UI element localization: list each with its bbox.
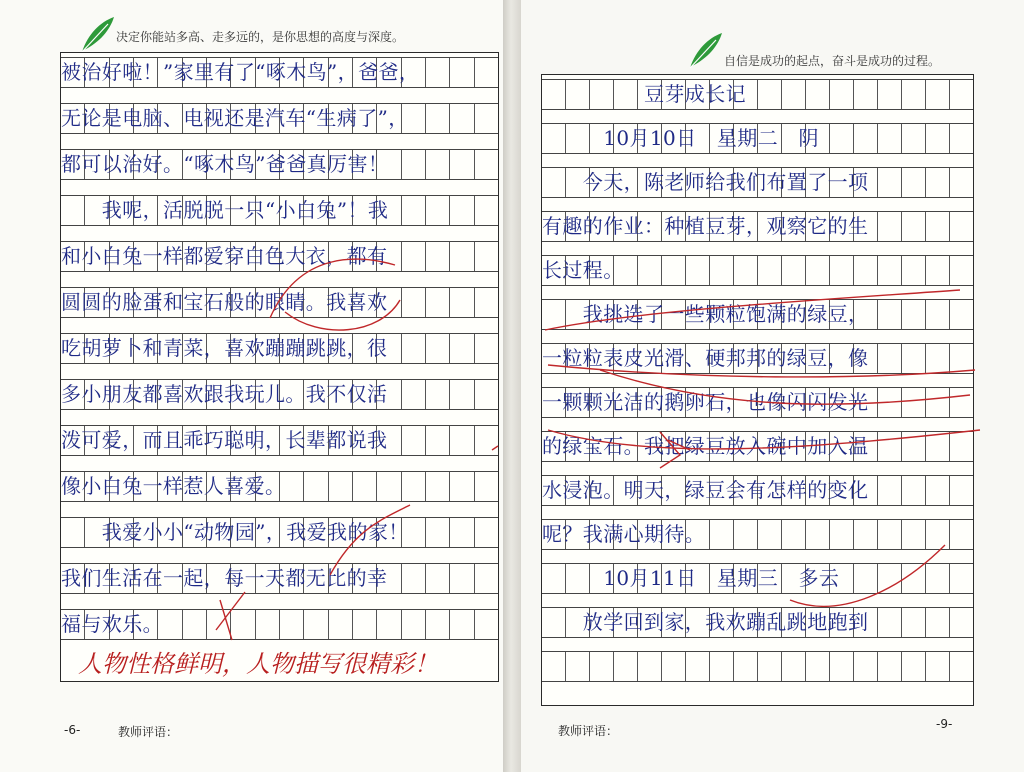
grid-row [542, 343, 973, 374]
grid-row [542, 255, 973, 286]
handwritten-line: 10月11日 星期三 多云 [542, 566, 840, 590]
left-footer-label: 教师评语： [118, 725, 179, 739]
grid-row [542, 79, 973, 110]
right-page [521, 0, 1024, 772]
handwritten-line: 都可以治好。“啄木鸟”爸爸真厉害！ [61, 152, 389, 176]
handwritten-line: 福与欢乐。 [61, 612, 163, 636]
handwritten-line: 一粒粒表皮光滑、硬邦邦的绿豆，像 [542, 346, 869, 370]
grid-row [542, 607, 973, 638]
grid-row [61, 425, 498, 456]
right-writing-grid [541, 74, 974, 706]
handwritten-line: 10月10日 星期二 阴 [542, 126, 819, 150]
grid-row [61, 379, 498, 410]
grid-row [61, 333, 498, 364]
leaf-icon [686, 30, 726, 70]
left-page-number: -6- [64, 723, 81, 737]
handwritten-line: 呢？我满心期待。 [542, 522, 706, 546]
grid-row [542, 651, 973, 682]
handwritten-line: 被治好啦！”家里有了“啄木鸟”，爸爸， [61, 60, 420, 84]
grid-row [542, 563, 973, 594]
grid-row [542, 123, 973, 154]
grid-row [542, 387, 973, 418]
handwritten-line: 我爱小小“动物园”，我爱我的家！ [61, 520, 409, 544]
grid-row [61, 471, 498, 502]
book-gutter [503, 0, 521, 772]
handwritten-line: 我呢，活脱脱一只“小白兔”！我 [61, 198, 389, 222]
grid-row [61, 563, 498, 594]
grid-row [61, 103, 498, 134]
handwritten-line: 放学回到家，我欢蹦乱跳地跑到 [542, 610, 869, 634]
handwritten-line: 的绿宝石。我把绿豆放入碗中加入温 [542, 434, 869, 458]
grid-row [542, 211, 973, 242]
handwritten-line: 今天，陈老师给我们布置了一项 [542, 170, 869, 194]
left-page [0, 0, 503, 772]
handwritten-line: 无论是电脑、电视还是汽车“生病了”， [61, 106, 409, 130]
grid-row [61, 57, 498, 88]
left-writing-grid [60, 52, 499, 682]
teacher-comment: 人物性格鲜明，人物描写很精彩！ [78, 650, 438, 678]
handwritten-line [542, 652, 973, 681]
handwritten-line: 豆芽成长记 [542, 82, 746, 106]
grid-row [542, 431, 973, 462]
handwritten-line: 吃胡萝卜和青菜，喜欢蹦蹦跳跳，很 [61, 336, 388, 360]
grid-row [61, 287, 498, 318]
grid-row [542, 167, 973, 198]
handwritten-line: 和小白兔一样都爱穿白色大衣，都有 [61, 244, 388, 268]
handwritten-line: 有趣的作业：种植豆芽，观察它的生 [542, 214, 869, 238]
handwritten-line: 多小朋友都喜欢跟我玩儿。我不仅活 [61, 382, 388, 406]
left-motto: 决定你能站多高、走多远的，是你思想的高度与深度。 [116, 30, 405, 44]
grid-row [61, 517, 498, 548]
grid-row [61, 195, 498, 226]
handwritten-line: 我挑选了一些颗粒饱满的绿豆， [542, 302, 869, 326]
right-motto: 自信是成功的起点，奋斗是成功的过程。 [724, 54, 941, 68]
grid-row [61, 241, 498, 272]
handwritten-line: 圆圆的脸蛋和宝石般的眼睛。我喜欢 [61, 290, 388, 314]
grid-row [542, 475, 973, 506]
grid-row [61, 609, 498, 640]
handwritten-line: 我们生活在一起，每一天都无比的幸 [61, 566, 388, 590]
right-footer-label: 教师评语： [558, 724, 619, 738]
grid-row [542, 519, 973, 550]
grid-row [61, 149, 498, 180]
leaf-icon [78, 14, 118, 54]
right-page-number: -9- [936, 717, 953, 731]
grid-row [542, 299, 973, 330]
handwritten-line: 长过程。 [542, 258, 624, 282]
handwritten-line: 泼可爱，而且乖巧聪明，长辈都说我 [61, 428, 388, 452]
handwritten-line: 一颗颗光洁的鹅卵石，也像闪闪发光 [542, 390, 869, 414]
handwritten-line: 水浸泡。明天，绿豆会有怎样的变化 [542, 478, 869, 502]
handwritten-line: 像小白兔一样惹人喜爱。 [61, 474, 286, 498]
